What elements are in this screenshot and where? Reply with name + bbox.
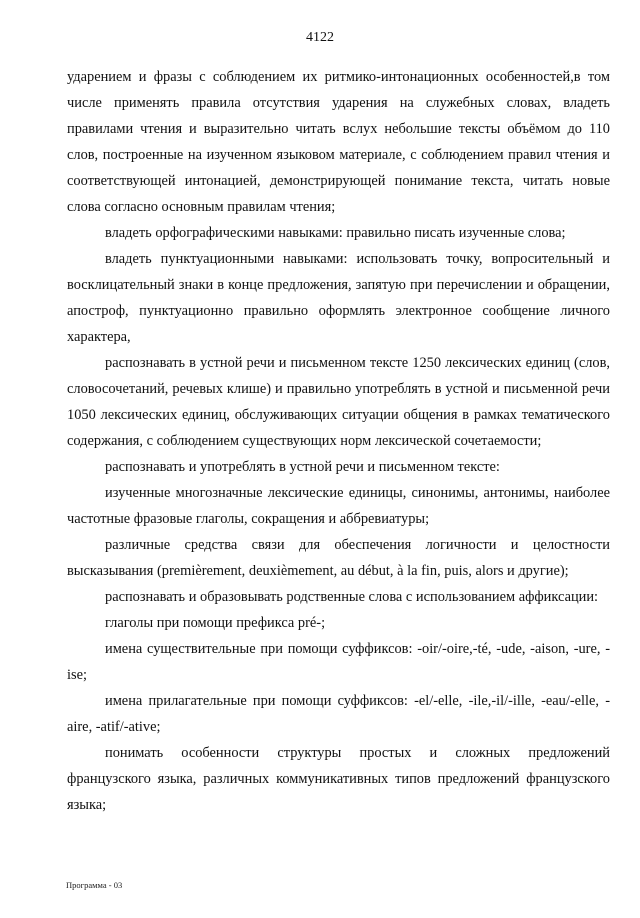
paragraph-reading-skills: ударением и фразы с соблюдением их ритмико-интонационных особенностей,в том числе применять правила отсутствия ударения на служебных словах, владеть правилами чтения и выразительно читать вслух небольшие тексты объёмом до 110 слов, построенные на изученном языковом материале, с соблюдением правил чтения и соответствующей интонацией, демонстрирующей понимание текста, читать новые слова согласно основным правилам чтения; bbox=[67, 69, 610, 215]
paragraph-sentence-structure: понимать особенности структуры простых и сложных предложений французского языка, различных коммуникативных типов предложений французского языка; bbox=[67, 745, 610, 813]
paragraph-affixation: распознавать и образовывать родственные слова с использованием аффиксации: bbox=[105, 589, 599, 605]
paragraph-adjective-suffixes: имена прилагательные при помощи суффиксов: -el/-elle, -ile,-il/-ille, -eau/-elle, -aire, -atif/-ative; bbox=[67, 693, 610, 735]
paragraph-lexical-units: распознавать в устной речи и письменном тексте 1250 лексических единиц (слов, словосочетаний, речевых клише) и правильно употреблять в устной и письменной речи 1050 лексических единиц, обслуживающих ситуации общения в рамках тематического содержания, с соблюдением существующих норм лексической сочетаемости; bbox=[67, 355, 610, 449]
paragraph-cohesion-means: различные средства связи для обеспечения логичности и целостности высказывания (premièrement, deuxièmement, au début, à la fin, puis, alors и другие); bbox=[67, 537, 610, 579]
page-number: 4122 bbox=[306, 30, 334, 45]
document-body bbox=[67, 64, 610, 818]
paragraph-polysemous: изученные многозначные лексические единицы, синонимы, антонимы, наиболее частотные фразовые глаголы, сокращения и аббревиатуры; bbox=[67, 485, 610, 527]
paragraph-punctuation: владеть пунктуационными навыками: использовать точку, вопросительный и восклицательный знаки в конце предложения, запятую при перечислении и обращении, апостроф, пунктуационно правильно оформлять электронное сообщение личного характера, bbox=[67, 251, 610, 345]
paragraph-recognize-use: распознавать и употреблять в устной речи и письменном тексте: bbox=[105, 459, 500, 475]
paragraph-verb-prefix: глаголы при помощи префикса pré-; bbox=[105, 615, 326, 631]
footer-label: Программа - 03 bbox=[66, 880, 123, 890]
paragraph-noun-suffixes: имена существительные при помощи суффиксов: -oir/-oire,-té, -ude, -aison, -ure, -ise; bbox=[67, 641, 610, 683]
paragraph-orthography: владеть орфографическими навыками: правильно писать изученные слова; bbox=[105, 225, 566, 241]
